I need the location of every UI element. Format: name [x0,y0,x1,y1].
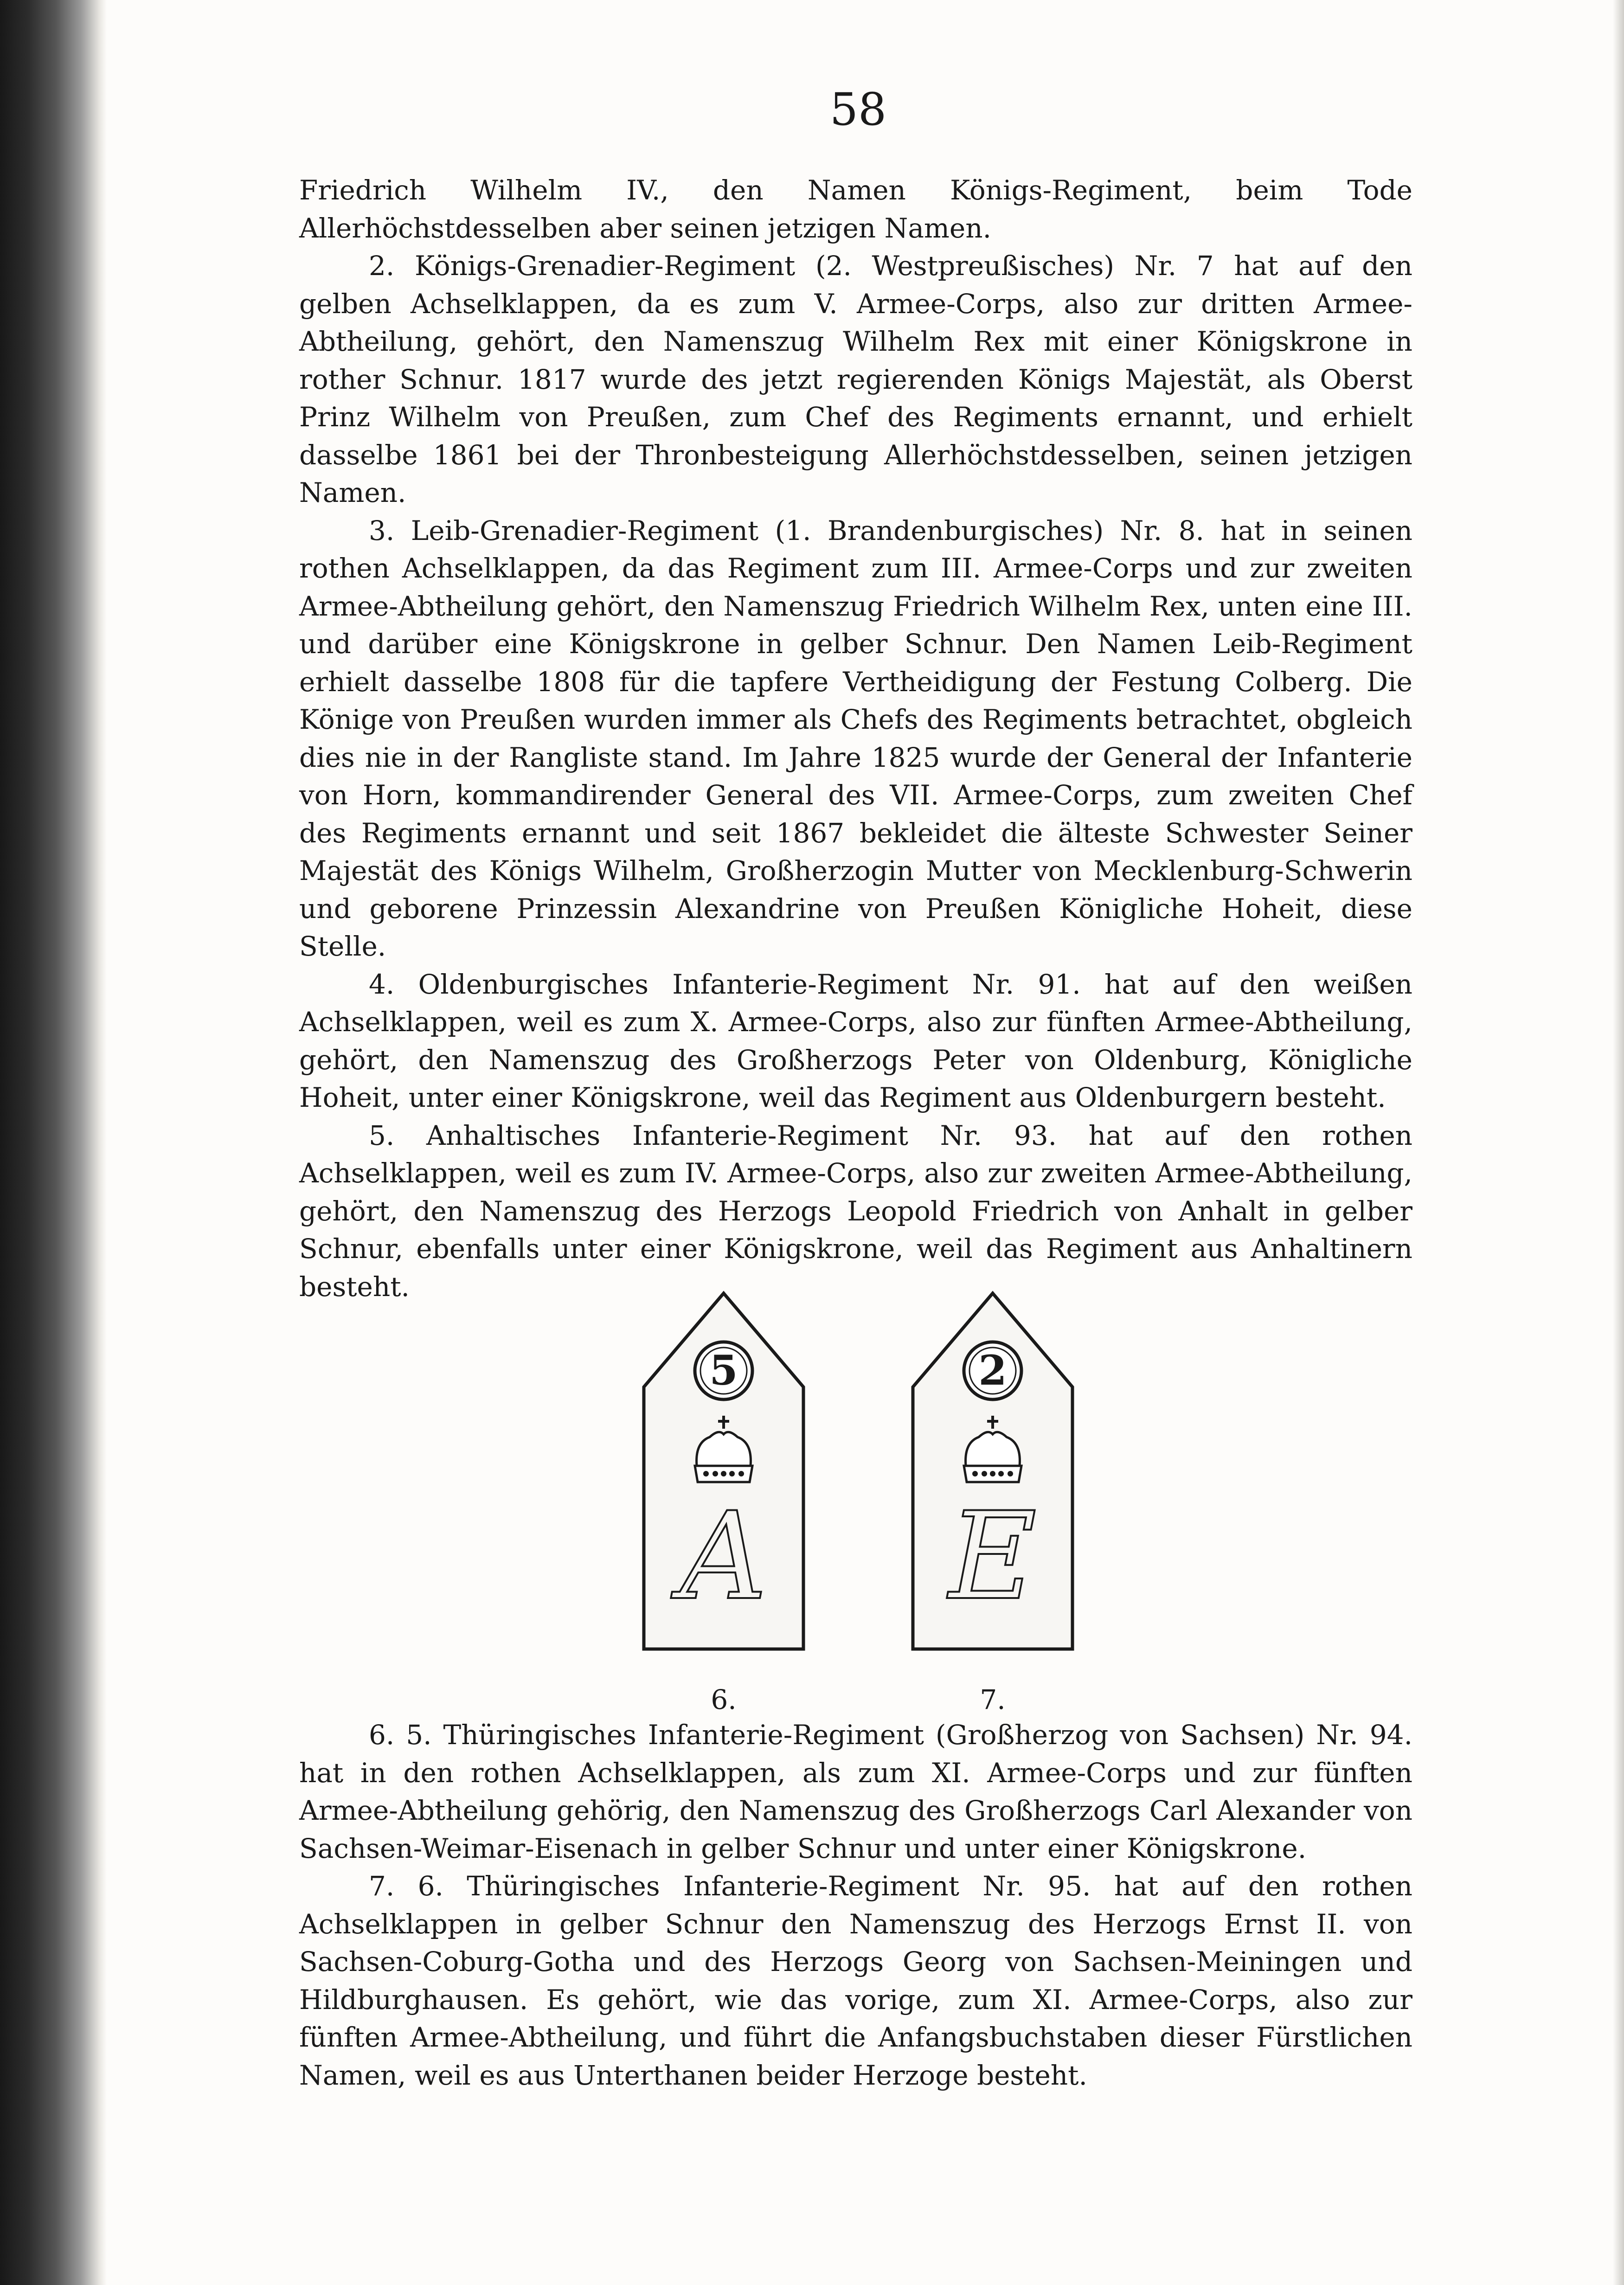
monogram-e: E [949,1487,1037,1627]
strap-7-number: 2 [978,1346,1007,1394]
page-right-edge [1613,0,1624,2285]
paragraph-6: 6. 5. Thüringisches Infanterie-Regiment (Großherzog von Sachsen) Nr. 94. hat in den rothen Achselklappen, als zum XI. Armee-Corps und zur fünften Armee-Abtheilung gehörig, den Namenszug des Großherzogs Carl Alexander von Sachsen-Weimar-Eisenach in gelber Schnur und unter einer Königskrone. [299,1719,1412,1864]
strap-6-number: 5 [709,1346,738,1394]
book-binding-edge [0,0,107,2285]
shoulder-strap-figures [640,1290,1081,1716]
shoulder-strap-figure-7 [909,1290,1076,1651]
shoulder-strap-figure-6 [640,1290,807,1651]
shoulder-strap-6-illustration [640,1290,807,1651]
monogram-a: A [680,1487,767,1627]
figure-label-7: 7. [980,1684,1006,1715]
page-number: 58 [829,83,887,135]
paragraph-7: 7. 6. Thüringisches Infanterie-Regiment Nr. 95. hat auf den rothen Achselklappen in gelber Schnur den Namenszug des Herzogs Ernst II. von Sachsen-Coburg-Gotha und des Herzogs Georg von Sachsen-Meiningen und Hildburghausen. Es gehört, wie das vorige, zum XI. Armee-Corps, also zur fünften Armee-Abtheilung, und führt die Anfangsbuchstaben dieser Fürstlichen Namen, weil es aus Unterthanen beider Herzoge besteht. [299,1870,1412,2091]
text-block-lower [299,1716,1412,2094]
paragraph-5: 5. Anhaltisches Infanterie-Regiment Nr. 93. hat auf den rothen Achselklappen, weil es zum IV. Armee-Corps, also zur zweiten Armee-Abtheilung, gehört, den Namenszug des Herzogs Leopold Friedrich von Anhalt in gelber Schnur, ebenfalls unter einer Königskrone, weil das Regiment aus Anhaltinern besteht. [299,1119,1412,1303]
paragraph-4: 4. Oldenburgisches Infanterie-Regiment Nr. 91. hat auf den weißen Achselklappen, weil es zum X. Armee-Corps, also zur fünften Armee-Abtheilung, gehört, den Namenszug des Großherzogs Peter von Oldenburg, Königliche Hoheit, unter einer Königskrone, weil das Regiment aus Oldenburgern besteht. [299,968,1412,1113]
paragraph-3: 3. Leib-Grenadier-Regiment (1. Brandenburgisches) Nr. 8. hat in seinen rothen Achselklappen, da das Regiment zum III. Armee-Corps und zur zweiten Armee-Abtheilung gehört, den Namenszug Friedrich Wilhelm Rex, unten eine III. und darüber eine Königskrone in gelber Schnur. Den Namen Leib-Regiment erhielt dasselbe 1808 für die tapfere Vertheidigung der Festung Colberg. Die Könige von Preußen wurden immer als Chefs des Regiments betrachtet, obgleich dies nie in der Rangliste stand. Im Jahre 1825 wurde der General der Infanterie von Horn, kommandirender General des VII. Armee-Corps, zum zweiten Chef des Regiments ernannt und seit 1867 bekleidet die älteste Schwester Seiner Majestät des Königs Wilhelm, Großherzogin Mutter von Mecklenburg-Schwerin und geborene Prinzessin Alexandrine von Preußen Königliche Hoheit, diese Stelle. [299,514,1412,962]
text-block-upper [299,172,1412,1306]
shoulder-strap-7-illustration [909,1290,1076,1651]
paragraph-continuation: Friedrich Wilhelm IV., den Namen Königs-Regiment, beim Tode Allerhöchstdesselben aber seinen jetzigen Namen. [299,174,1412,244]
figure-label-6: 6. [711,1684,737,1715]
paragraph-2: 2. Königs-Grenadier-Regiment (2. Westpreußisches) Nr. 7 hat auf den gelben Achselklappen, da es zum V. Armee-Corps, also zur dritten Armee-Abtheilung, gehört, den Namenszug Wilhelm Rex mit einer Königskrone in rother Schnur. 1817 wurde des jetzt regierenden Königs Majestät, als Oberst Prinz Wilhelm von Preußen, zum Chef des Regiments ernannt, und erhielt dasselbe 1861 bei der Thronbesteigung Allerhöchstdesselben, seinen jetzigen Namen. [299,250,1412,508]
